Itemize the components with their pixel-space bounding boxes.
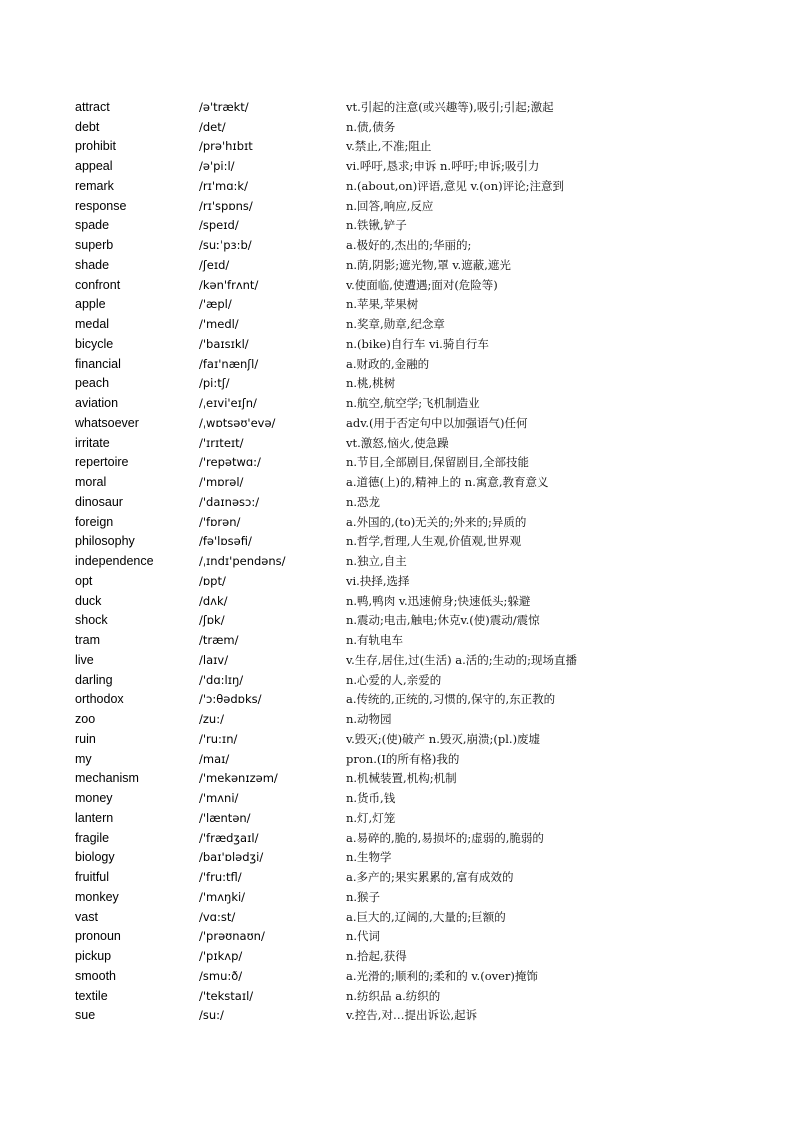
entry-definition: v.控告,对…提出诉讼,起诉 xyxy=(346,1008,478,1023)
entry-definition: n.债,债务 xyxy=(346,119,396,134)
vocabulary-entry xyxy=(75,808,775,828)
vocabulary-entry xyxy=(75,532,775,552)
entry-definition: n.(bike)自行车 vi.骑自行车 xyxy=(346,336,489,351)
entry-definition: v.禁止,不准;阻止 xyxy=(346,139,432,154)
entry-word: my xyxy=(75,751,92,766)
entry-word: live xyxy=(75,652,94,667)
vocabulary-entry xyxy=(75,156,775,176)
entry-pronunciation: /pi:tʃ/ xyxy=(199,376,230,391)
vocabulary-entry xyxy=(75,255,775,275)
entry-definition: n.机械装置,机构;机制 xyxy=(346,771,457,786)
entry-definition: a.多产的;果实累累的,富有成效的 xyxy=(346,870,514,885)
entry-word: confront xyxy=(75,277,121,292)
entry-pronunciation: /'mʌni/ xyxy=(199,791,239,806)
entry-definition: n.震动;电击,触电;休克v.(使)震动/震惊 xyxy=(346,613,540,628)
entry-definition: n.哲学,哲理,人生观,价值观,世界观 xyxy=(346,534,522,549)
entry-definition: n.鸭,鸭肉 v.迅速俯身;快速低头;躲避 xyxy=(346,593,531,608)
entry-word: money xyxy=(75,791,113,806)
entry-pronunciation: /'fɒrən/ xyxy=(199,514,241,529)
entry-pronunciation: /ˌwɒtsəʊ'evə/ xyxy=(199,415,276,430)
entry-pronunciation: /baɪ'ɒlədʒi/ xyxy=(199,850,264,865)
entry-pronunciation: /rɪ'mɑ:k/ xyxy=(199,178,248,193)
entry-pronunciation: /'daɪnəsɔ:/ xyxy=(199,494,260,509)
vocabulary-entry xyxy=(75,709,775,729)
entry-definition: n.猴子 xyxy=(346,889,381,904)
entry-pronunciation: /prə'hɪbɪt xyxy=(199,139,253,154)
entry-word: superb xyxy=(75,238,114,253)
vocabulary-entry xyxy=(75,670,775,690)
entry-word: medal xyxy=(75,317,110,332)
entry-definition: adv.(用于否定句中以加强语气)任何 xyxy=(346,415,528,430)
entry-word: dinosaur xyxy=(75,494,123,509)
vocabulary-entry xyxy=(75,867,775,887)
vocabulary-list xyxy=(75,97,775,1025)
entry-pronunciation: /suːˈpɜ:b/ xyxy=(199,238,252,253)
vocabulary-entry xyxy=(75,887,775,907)
entry-definition: n.荫,阴影;遮光物,罩 v.遮蔽,遮光 xyxy=(346,257,511,272)
vocabulary-entry xyxy=(75,492,775,512)
vocabulary-entry xyxy=(75,551,775,571)
entry-word: apple xyxy=(75,297,106,312)
vocabulary-entry xyxy=(75,334,775,354)
entry-word: darling xyxy=(75,672,113,687)
entry-definition: v.使面临,使遭遇;面对(危险等) xyxy=(346,277,498,292)
vocabulary-entry xyxy=(75,907,775,927)
vocabulary-entry xyxy=(75,986,775,1006)
entry-pronunciation: /ɒpt/ xyxy=(199,573,226,588)
entry-definition: n.(about,on)评语,意见 v.(on)评论;注意到 xyxy=(346,178,564,193)
entry-word: smooth xyxy=(75,968,116,983)
vocabulary-entry xyxy=(75,354,775,374)
entry-word: remark xyxy=(75,178,114,193)
entry-pronunciation: /'ru:ɪn/ xyxy=(199,731,238,746)
entry-definition: a.光滑的;顺利的;柔和的 v.(over)掩饰 xyxy=(346,968,538,983)
entry-pronunciation: /det/ xyxy=(199,119,226,134)
entry-pronunciation: /maɪ/ xyxy=(199,751,230,766)
vocabulary-entry xyxy=(75,235,775,255)
entry-word: shade xyxy=(75,257,110,272)
entry-pronunciation: /speɪd/ xyxy=(199,218,239,233)
entry-definition: a.传统的,正统的,习惯的,保守的,东正教的 xyxy=(346,692,556,707)
vocabulary-entry xyxy=(75,453,775,473)
entry-word: debt xyxy=(75,119,100,134)
entry-pronunciation: /laɪv/ xyxy=(199,652,229,667)
entry-word: philosophy xyxy=(75,534,135,549)
entry-pronunciation: /'prəʊnaʊn/ xyxy=(199,929,265,944)
entry-pronunciation: /'pɪkʌp/ xyxy=(199,949,243,964)
entry-pronunciation: /fə'lɒsəfi/ xyxy=(199,534,252,549)
entry-definition: n.纺织品 a.纺织的 xyxy=(346,988,441,1003)
vocabulary-entry xyxy=(75,97,775,117)
entry-definition: n.桃,桃树 xyxy=(346,376,396,391)
entry-pronunciation: /'repətwɑ:/ xyxy=(199,455,261,470)
vocabulary-entry xyxy=(75,591,775,611)
vocabulary-entry xyxy=(75,749,775,769)
entry-word: pronoun xyxy=(75,929,121,944)
vocabulary-entry xyxy=(75,413,775,433)
entry-word: textile xyxy=(75,988,108,1003)
entry-pronunciation: /'æpl/ xyxy=(199,297,232,312)
entry-word: monkey xyxy=(75,889,119,904)
entry-pronunciation: /'mekənɪzəm/ xyxy=(199,771,278,786)
entry-word: aviation xyxy=(75,396,119,411)
vocabulary-entry xyxy=(75,729,775,749)
entry-pronunciation: /rɪ'spɒns/ xyxy=(199,198,253,213)
entry-definition: n.铁锹,铲子 xyxy=(346,218,407,233)
entry-definition: a.巨大的,辽阔的,大量的;巨额的 xyxy=(346,909,506,924)
vocabulary-entry xyxy=(75,275,775,295)
vocabulary-entry xyxy=(75,946,775,966)
entry-word: irritate xyxy=(75,435,110,450)
entry-pronunciation: /'mɒrəl/ xyxy=(199,475,244,490)
entry-pronunciation: /'frædʒaɪl/ xyxy=(199,830,259,845)
entry-word: repertoire xyxy=(75,455,129,470)
entry-word: ruin xyxy=(75,731,96,746)
entry-word: fruitful xyxy=(75,870,110,885)
entry-pronunciation: /su:/ xyxy=(199,1008,224,1023)
entry-pronunciation: /kən'frʌnt/ xyxy=(199,277,259,292)
entry-pronunciation: /'mʌŋki/ xyxy=(199,889,246,904)
entry-definition: n.生物学 xyxy=(346,850,392,865)
entry-definition: n.恐龙 xyxy=(346,494,381,509)
entry-definition: n.代词 xyxy=(346,929,381,944)
entry-word: lantern xyxy=(75,810,114,825)
vocabulary-entry xyxy=(75,848,775,868)
entry-definition: n.苹果,苹果树 xyxy=(346,297,419,312)
entry-pronunciation: /ə'trækt/ xyxy=(199,99,249,114)
entry-definition: n.独立,自主 xyxy=(346,554,407,569)
entry-word: fragile xyxy=(75,830,110,845)
entry-pronunciation: /ˌɪndɪ'pendəns/ xyxy=(199,554,286,569)
entry-definition: vt.引起的注意(或兴趣等),吸引;引起;激起 xyxy=(346,99,554,114)
entry-pronunciation: /'fru:tfl/ xyxy=(199,870,242,885)
entry-pronunciation: /'tekstaɪl/ xyxy=(199,988,254,1003)
entry-definition: n.回答,响应,反应 xyxy=(346,198,434,213)
entry-word: response xyxy=(75,198,127,213)
entry-word: sue xyxy=(75,1008,96,1023)
vocabulary-entry xyxy=(75,216,775,236)
entry-definition: n.航空,航空学;飞机制造业 xyxy=(346,396,480,411)
vocabulary-entry xyxy=(75,571,775,591)
entry-word: whatsoever xyxy=(75,415,139,430)
vocabulary-entry xyxy=(75,828,775,848)
entry-pronunciation: /ʃɒk/ xyxy=(199,613,225,628)
entry-definition: n.动物园 xyxy=(346,712,392,727)
entry-definition: a.易碎的,脆的,易损坏的;虚弱的,脆弱的 xyxy=(346,830,544,845)
entry-pronunciation: /'ɔ:θədɒks/ xyxy=(199,692,262,707)
vocabulary-entry xyxy=(75,393,775,413)
entry-pronunciation: /dʌk/ xyxy=(199,593,228,608)
vocabulary-entry xyxy=(75,966,775,986)
entry-word: mechanism xyxy=(75,771,139,786)
entry-word: moral xyxy=(75,475,107,490)
entry-definition: n.货币,钱 xyxy=(346,791,396,806)
vocabulary-entry xyxy=(75,690,775,710)
entry-pronunciation: /'dɑ:lɪŋ/ xyxy=(199,672,244,687)
entry-pronunciation: /ˌeɪvi'eɪʃn/ xyxy=(199,396,257,411)
entry-word: duck xyxy=(75,593,102,608)
entry-word: attract xyxy=(75,99,110,114)
vocabulary-entry xyxy=(75,374,775,394)
vocabulary-entry xyxy=(75,433,775,453)
vocabulary-entry xyxy=(75,295,775,315)
entry-definition: a.外国的,(to)无关的;外来的;异质的 xyxy=(346,514,527,529)
entry-word: peach xyxy=(75,376,110,391)
vocabulary-entry xyxy=(75,788,775,808)
entry-pronunciation: /smu:ð/ xyxy=(199,968,243,983)
entry-pronunciation: /'læntən/ xyxy=(199,810,251,825)
entry-pronunciation: /vɑ:st/ xyxy=(199,909,236,924)
entry-definition: vi.抉择,选择 xyxy=(346,573,410,588)
entry-definition: a.道德(上)的,精神上的 n.寓意,教育意义 xyxy=(346,475,549,490)
entry-definition: pron.(I的所有格)我的 xyxy=(346,751,460,766)
entry-pronunciation: /'medl/ xyxy=(199,317,239,332)
entry-definition: n.节目,全部剧目,保留剧目,全部技能 xyxy=(346,455,530,470)
entry-definition: vt.激怒,恼火,使急躁 xyxy=(346,435,449,450)
entry-word: independence xyxy=(75,554,154,569)
entry-definition: n.拾起,获得 xyxy=(346,949,407,964)
entry-definition: n.灯,灯笼 xyxy=(346,810,396,825)
vocabulary-entry xyxy=(75,927,775,947)
vocabulary-entry xyxy=(75,1006,775,1026)
entry-pronunciation: /'ɪrɪteɪt/ xyxy=(199,435,244,450)
entry-word: zoo xyxy=(75,712,96,727)
entry-definition: v.毁灭;(使)破产 n.毁灭,崩溃;(pl.)废墟 xyxy=(346,731,541,746)
vocabulary-entry xyxy=(75,769,775,789)
entry-word: tram xyxy=(75,633,100,648)
entry-pronunciation: /faɪ'nænʃl/ xyxy=(199,356,259,371)
entry-word: shock xyxy=(75,613,108,628)
entry-definition: v.生存,居住,过(生活) a.活的;生动的;现场直播 xyxy=(346,652,577,667)
entry-pronunciation: /træm/ xyxy=(199,633,239,648)
entry-definition: a.财政的,金融的 xyxy=(346,356,430,371)
entry-pronunciation: /ə'pi:l/ xyxy=(199,159,235,174)
entry-definition: n.有轨电车 xyxy=(346,633,404,648)
vocabulary-entry xyxy=(75,137,775,157)
entry-word: orthodox xyxy=(75,692,124,707)
vocabulary-entry xyxy=(75,512,775,532)
entry-pronunciation: /'baɪsɪkl/ xyxy=(199,336,249,351)
entry-definition: a.极好的,杰出的;华丽的; xyxy=(346,238,472,253)
entry-word: foreign xyxy=(75,514,114,529)
entry-definition: n.心爱的人,亲爱的 xyxy=(346,672,442,687)
entry-word: appeal xyxy=(75,159,113,174)
entry-word: prohibit xyxy=(75,139,116,154)
entry-word: biology xyxy=(75,850,115,865)
vocabulary-entry xyxy=(75,472,775,492)
vocabulary-entry xyxy=(75,196,775,216)
entry-word: spade xyxy=(75,218,110,233)
vocabulary-entry xyxy=(75,314,775,334)
entry-word: financial xyxy=(75,356,121,371)
vocabulary-entry xyxy=(75,650,775,670)
entry-word: opt xyxy=(75,573,93,588)
vocabulary-entry xyxy=(75,117,775,137)
entry-word: pickup xyxy=(75,949,112,964)
entry-definition: vi.呼吁,恳求;申诉 n.呼吁;申诉;吸引力 xyxy=(346,159,540,174)
entry-word: bicycle xyxy=(75,336,114,351)
vocabulary-entry xyxy=(75,611,775,631)
entry-definition: n.奖章,勋章,纪念章 xyxy=(346,317,445,332)
entry-pronunciation: /ʃeɪd/ xyxy=(199,257,230,272)
entry-pronunciation: /zu:/ xyxy=(199,712,224,727)
entry-word: vast xyxy=(75,909,98,924)
vocabulary-entry xyxy=(75,630,775,650)
vocabulary-entry xyxy=(75,176,775,196)
